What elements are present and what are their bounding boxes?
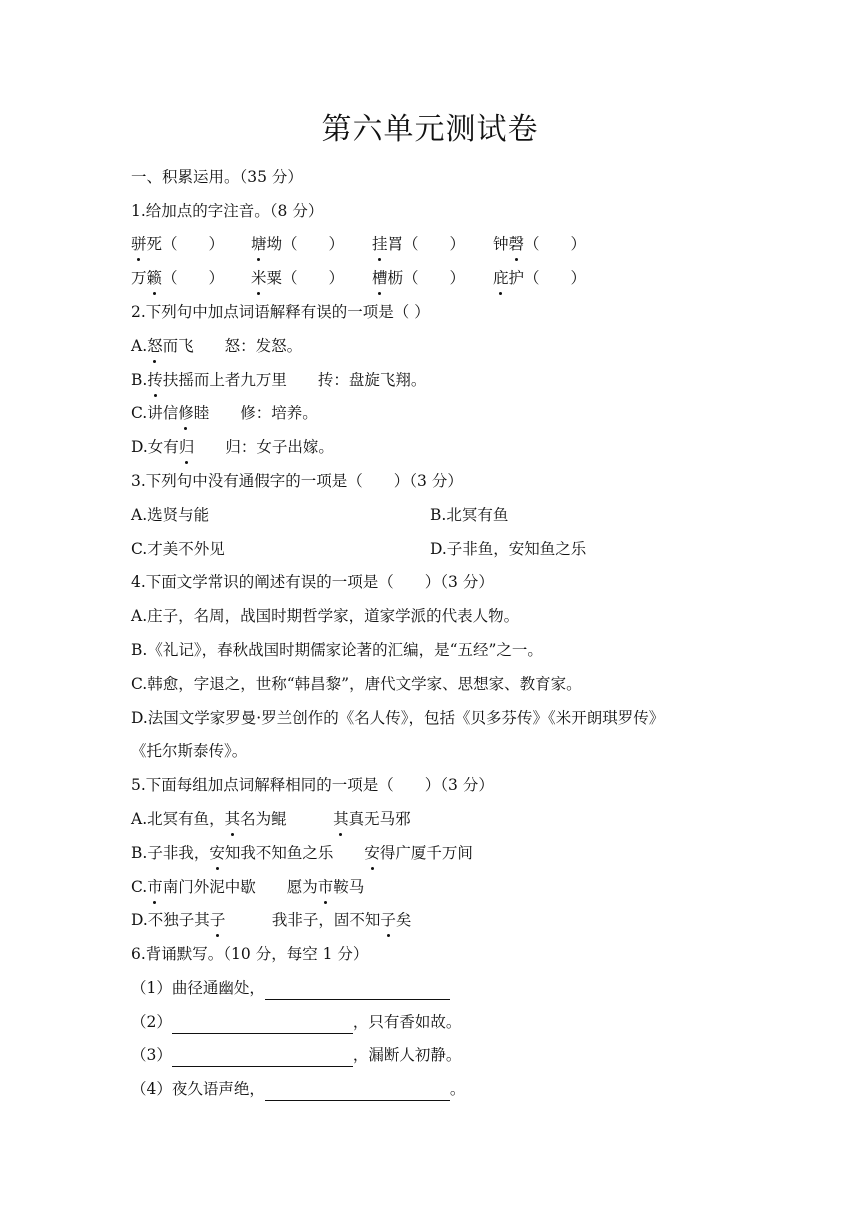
recitation-line-4: （4）夜久语声绝， 。 [131,1077,465,1101]
question-1-row-1 [131,232,586,256]
question-5-stem: 5.下面每组加点词解释相同的一项是（ ）（3 分） [131,776,494,794]
question-5-option-d: D.不独子其子 我非子，固不知子矣 [131,908,411,932]
question-4-option-b: B.《礼记》，春秋战国时期儒家论著的汇编，是“五经”之一。 [131,641,543,659]
section-heading: 一、积累运用。（35 分） [131,168,303,186]
pinyin-item: 钟磬（ ） [493,232,586,256]
question-5-option-b: B.子非我，安知我不知鱼之乐 安得广厦千万间 [131,841,473,865]
pinyin-item: 骈死（ ） [131,232,251,256]
question-4-option-d: D.法国文学家罗曼·罗兰创作的《名人传》，包括《贝多芬传》《米开朗琪罗传》 [131,709,665,727]
question-2-option-c: C.讲信修睦 修：培养。 [131,401,318,425]
pinyin-item: 万籁（ ） [131,266,251,290]
question-2-option-d: D.女有归 归：女子出嫁。 [131,435,334,459]
question-6-stem: 6.背诵默写。（10 分，每空 1 分） [131,945,369,963]
pinyin-item: 庇护（ ） [493,266,586,290]
pinyin-item: 塘坳（ ） [251,232,372,256]
recitation-line-1: （1）曲径通幽处， [131,976,450,1000]
recitation-line-3: （3） ，漏断人初静。 [131,1043,461,1067]
question-1-stem: 1.给加点的字注音。（8 分） [131,202,324,220]
question-3-stem: 3.下列句中没有通假字的一项是（ ）（3 分） [131,472,463,490]
question-3-option-a: A.选贤与能 [131,506,210,524]
answer-blank[interactable] [172,1015,353,1034]
answer-blank[interactable] [265,981,450,1000]
question-5-option-a: A.北冥有鱼，其名为鲲 其真无马邪 [131,807,411,831]
question-3-option-c: C.才美不外见 [131,540,225,558]
answer-blank[interactable] [265,1082,450,1101]
question-2-option-a: A.怒而飞 怒：发怒。 [131,334,302,358]
answer-blank[interactable] [172,1048,353,1067]
question-4-stem: 4.下面文学常识的阐述有误的一项是（ ）（3 分） [131,573,494,591]
question-1-row-2 [131,266,586,290]
question-2-option-b: B.抟扶摇而上者九万里 抟：盘旋飞翔。 [131,368,426,392]
question-4-option-d-continued: 《托尔斯泰传》。 [131,742,248,760]
pinyin-item: 槽枥（ ） [372,266,493,290]
pinyin-item: 挂罥（ ） [372,232,493,256]
pinyin-item: 米粟（ ） [251,266,372,290]
question-3-option-b: B.北冥有鱼 [430,506,509,524]
question-2-stem: 2.下列句中加点词语解释有误的一项是（ ） [131,303,430,321]
question-4-option-a: A.庄子，名周，战国时期哲学家，道家学派的代表人物。 [131,607,520,625]
page-title: 第六单元测试卷 [321,112,539,147]
question-5-option-c: C.市南门外泥中歇 愿为市鞍马 [131,875,364,899]
recitation-line-2: （2） ，只有香如故。 [131,1010,461,1034]
question-3-option-d: D.子非鱼，安知鱼之乐 [430,540,587,558]
question-4-option-c: C.韩愈，字退之，世称“韩昌黎”，唐代文学家、思想家、教育家。 [131,675,582,693]
